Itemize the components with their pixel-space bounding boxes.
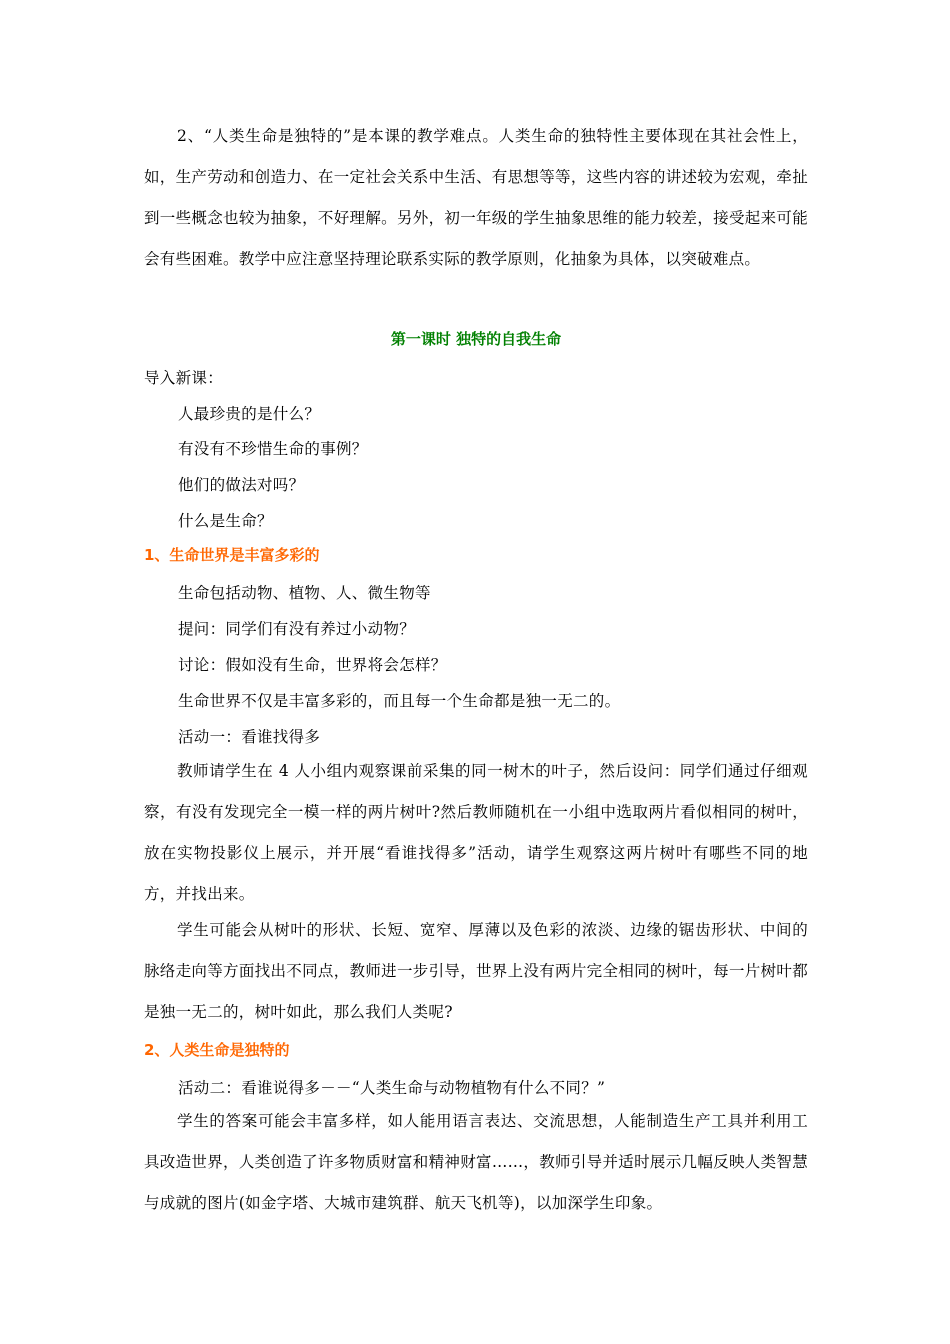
question-3: 他们的做法对吗？ — [178, 476, 305, 494]
activity-2-title: 活动二：看谁说得多－－“人类生命与动物植物有什么不同？” — [178, 1079, 606, 1097]
question-2: 有没有不珍惜生命的事例？ — [178, 440, 368, 458]
question-4: 什么是生命？ — [178, 512, 273, 530]
activity-1-conclusion: 学生可能会从树叶的形状、长短、宽窄、厚薄以及色彩的浓淡、边缘的锯齿形状、中间的脉络走向等方面找出不同点，教师进一步引导，世界上没有两片完全相同的树叶，每一片树叶都是独一无二的，树叶如此，那么我们人类呢? — [144, 921, 808, 1021]
intro-paragraph: 2、“人类生命是独特的”是本课的教学难点。人类生命的独特性主要体现在其社会性上，如，生产劳动和创造力、在一定社会关系中生活、有思想等等，这些内容的讲述较为宏观，牵扯到一些概念也较为抽象，不好理解。另外，初一年级的学生抽象思维的能力较差，接受起来可能会有些困难。教学中应注意坚持理论联系实际的教学原则，化抽象为具体，以突破难点。 — [144, 127, 808, 268]
section-1-line-1: 生命包括动物、植物、人、微生物等 — [178, 584, 431, 602]
section-1-line-4: 生命世界不仅是丰富多彩的，而且每一个生命都是独一无二的。 — [178, 692, 621, 710]
lesson-title: 第一课时 独特的自我生命 — [390, 330, 562, 348]
intro-label: 导入新课： — [144, 369, 224, 387]
section-1-line-3: 讨论：假如没有生命，世界将会怎样？ — [178, 656, 447, 674]
activity-1-title: 活动一：看谁找得多 — [178, 728, 321, 746]
question-1: 人最珍贵的是什么？ — [178, 405, 321, 423]
section-1-line-2: 提问：同学们有没有养过小动物？ — [178, 620, 416, 638]
section-2-heading: 2、人类生命是独特的 — [144, 1041, 290, 1059]
section-1-heading: 1、生命世界是丰富多彩的 — [144, 546, 320, 564]
activity-1-paragraph: 教师请学生在 4 人小组内观察课前采集的同一树木的叶子，然后设问：同学们通过仔细观察，有没有发现完全一模一样的两片树叶?然后教师随机在一小组中选取两片看似相同的树叶，放在实物投影仪上展示，并开展“看谁找得多”活动，请学生观察这两片树叶有哪些不同的地方，并找出来。 — [144, 762, 808, 903]
activity-2-paragraph: 学生的答案可能会丰富多样，如人能用语言表达、交流思想，人能制造生产工具并利用工具改造世界，人类创造了许多物质财富和精神财富……，教师引导并适时展示几幅反映人类智慧与成就的图片(如金字塔、大城市建筑群、航天飞机等)，以加深学生印象。 — [144, 1112, 808, 1212]
